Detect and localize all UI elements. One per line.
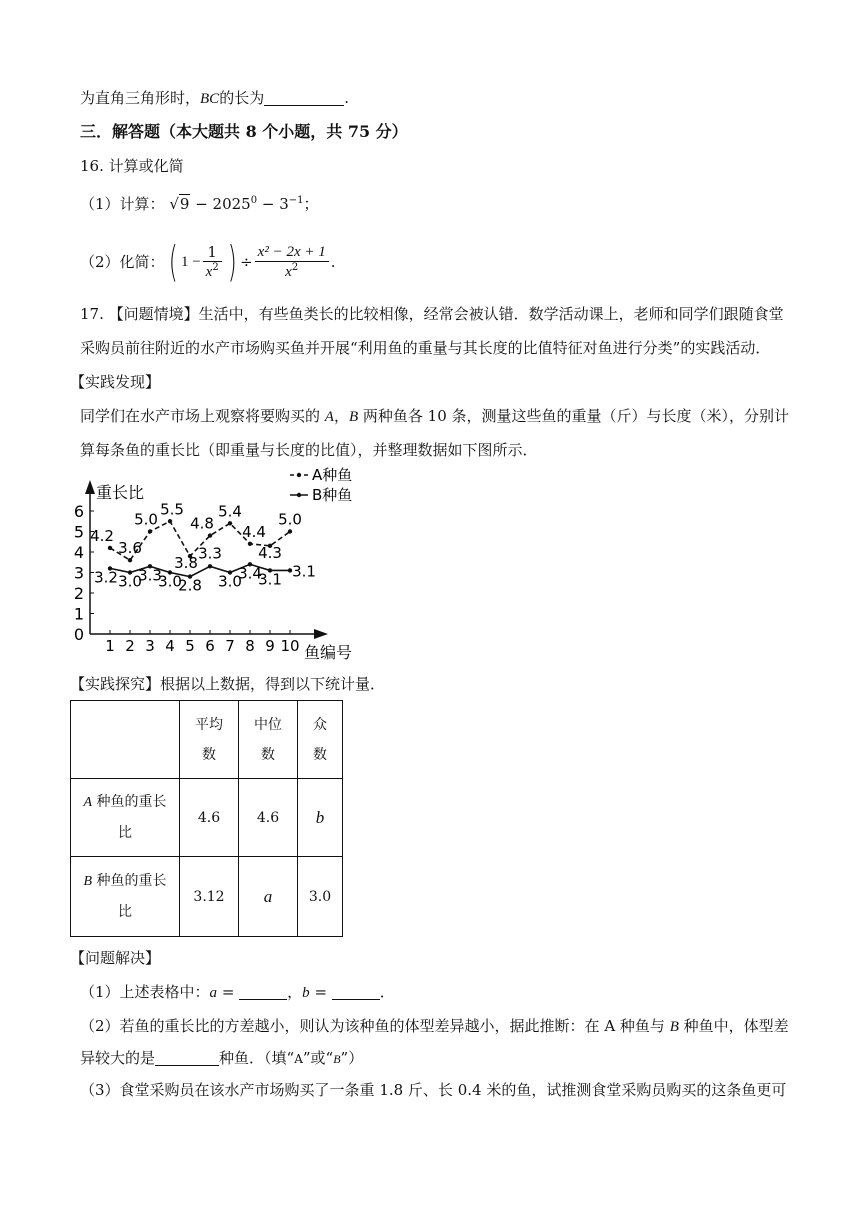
sub2-text-6: ”）	[340, 1049, 364, 1067]
y-tick-label: 3	[73, 563, 84, 583]
header-mean-l1: 平均	[195, 716, 223, 733]
row-a-label	[71, 779, 180, 857]
x-tick-label: 10	[280, 637, 300, 655]
x-axis-label: 鱼编号	[304, 643, 353, 662]
chart-legend	[290, 466, 352, 504]
q16-exp1: 0	[250, 195, 258, 206]
data-label-a: 5.5	[160, 500, 184, 519]
answer-blank-bigger-diff[interactable]	[155, 1049, 219, 1066]
data-point-b	[208, 564, 212, 568]
sub1-var-a: a	[209, 985, 218, 1001]
var-b: B	[348, 409, 359, 425]
q15-var-bc: BC	[200, 91, 220, 107]
x-tick-label: 2	[125, 637, 135, 655]
y-tick-label: 0	[73, 625, 84, 644]
q17-line3-text: 同学们在水产市场上观察将要购买的	[80, 407, 325, 425]
y-axis-label: 重长比	[96, 483, 145, 502]
header-median-l2: 数	[261, 746, 275, 763]
q16-exp2: −1	[288, 195, 304, 206]
legend-marker	[297, 493, 301, 497]
sub2-text-2: 种鱼中，体型差	[678, 1017, 789, 1035]
row-a-label-l1: 种鱼的重长	[92, 794, 167, 810]
q17-sub3: （3）食堂采购员在该水产市场购买了一条重 1.8 斤、长 0.4 米的鱼，试推测食堂采购员购买的这条鱼更可	[80, 1081, 787, 1099]
x-tick-label: 8	[245, 637, 255, 655]
frac2-num: x² − 2x + 1	[255, 243, 329, 262]
row-a-label-l2: 比	[118, 825, 132, 841]
data-label-b: 3.4	[238, 564, 262, 583]
q17-sub2-line1	[80, 1016, 789, 1037]
data-point-a	[168, 519, 172, 523]
answer-blank-b[interactable]	[332, 983, 380, 1000]
q15-tail-line	[80, 88, 349, 109]
sqrt-expression: √9	[169, 195, 190, 213]
data-point-a	[148, 529, 152, 533]
x-tick-label: 6	[205, 637, 215, 655]
x-tick-label: 5	[185, 637, 195, 655]
fish-ratio-line-chart	[68, 460, 368, 664]
q16-part1-end: ；	[303, 195, 319, 213]
sub1-eq-a: =	[217, 983, 240, 1001]
q17-line3-comma: ，	[333, 407, 349, 425]
fraction-2	[255, 243, 329, 281]
sub2-text-1: （2）若鱼的重长比的方差越小，则认为该种鱼的体型差异越小，据此推断：在 A 种鱼与	[80, 1017, 670, 1035]
y-tick-label: 1	[73, 604, 84, 624]
answer-blank-a[interactable]	[239, 983, 287, 1000]
data-label-b: 3.0	[218, 572, 242, 591]
legend-label: B种鱼	[312, 486, 353, 504]
chart-series	[90, 500, 316, 594]
table-header-row	[71, 701, 343, 779]
q16-term1: − 2025	[190, 195, 251, 213]
frac1-den: x	[205, 264, 213, 280]
q17-heading-discover: 【实践发现】	[70, 373, 161, 391]
data-label-b: 3.2	[94, 568, 118, 587]
data-label-b: 3.0	[118, 572, 142, 591]
data-label-b: 3.1	[292, 562, 316, 581]
row-b-mode: 3.0	[298, 857, 343, 937]
data-label-b: 3.1	[258, 570, 282, 589]
x-axis-arrow	[314, 629, 328, 639]
y-tick-label: 6	[73, 502, 84, 521]
q16-part1-label: （1）计算：	[80, 195, 165, 213]
x-tick-label: 9	[265, 637, 275, 655]
q16-part2-label: （2）化简：	[80, 253, 165, 271]
q17-line3-text-b: 两种鱼各 10 条，测量这些鱼的重量（斤）与长度（米），分别计	[358, 407, 790, 425]
row-b-median: a	[239, 857, 298, 937]
q17-sub1	[80, 982, 395, 1003]
data-label-a: 5.4	[218, 502, 242, 521]
frac2-den-exp: 2	[291, 262, 299, 273]
row-b-var: B	[83, 874, 93, 889]
sub1-comma: ，	[287, 983, 303, 1001]
q16-part2-end: .	[330, 253, 336, 271]
sub1-text: （1）上述表格中：	[80, 983, 210, 1001]
data-label-a: 4.3	[258, 543, 282, 562]
q15-answer-blank[interactable]	[264, 89, 344, 106]
header-cell-mean	[180, 701, 239, 779]
data-label-a: 5.0	[134, 510, 158, 529]
row-a-mean: 4.6	[180, 779, 239, 857]
frac2-den: x	[285, 264, 292, 280]
legend-marker	[297, 473, 301, 477]
data-point-a	[208, 533, 212, 537]
x-tick-label: 4	[165, 637, 175, 655]
q17-line3	[80, 406, 789, 427]
header-cell-mode	[298, 701, 343, 779]
var-a: A	[324, 409, 334, 425]
data-label-a: 3.8	[174, 554, 198, 573]
y-tick-label: 2	[73, 584, 84, 603]
row-b-label	[71, 857, 180, 937]
q15-text-after: 的长为	[219, 89, 265, 107]
table-row	[71, 779, 343, 857]
frac1-num: 1	[203, 243, 222, 262]
q17-solve-heading: 【问题解决】	[70, 949, 161, 967]
header-mode-l1: 众	[313, 716, 327, 733]
q16-part1	[80, 194, 319, 214]
data-point-a	[288, 529, 292, 533]
y-tick-label: 4	[73, 543, 84, 562]
data-label-a: 5.0	[278, 510, 302, 529]
q16-part2	[80, 236, 336, 286]
one-minus: 1 −	[180, 254, 201, 270]
header-median-l1: 中位	[254, 716, 282, 733]
q17-sub2-line2	[80, 1048, 363, 1069]
right-paren: )	[227, 237, 237, 286]
table-row	[71, 857, 343, 937]
q15-text: 为直角三角形时，	[80, 89, 201, 107]
section-3-title: 三．解答题（本大题共 8 个小题，共 75 分）	[80, 122, 408, 141]
x-tick-label: 3	[145, 637, 155, 655]
row-b-label-l2: 比	[118, 904, 132, 920]
stats-table	[70, 700, 343, 937]
sub1-eq-b: =	[309, 983, 332, 1001]
x-tick-label: 7	[225, 637, 235, 655]
data-point-a	[228, 521, 232, 525]
header-cell-empty	[71, 701, 180, 779]
explore-text: 根据以上数据，得到以下统计量．	[160, 675, 386, 693]
row-b-label-l1: 种鱼的重长	[92, 873, 167, 889]
q17-line4: 算每条鱼的重长比（即重量与长度的比值），并整理数据如下图所示．	[80, 441, 538, 459]
sub1-end: ．	[379, 983, 395, 1001]
header-mean-l2: 数	[202, 746, 216, 763]
q17-line2: 采购员前往附近的水产市场购买鱼并开展“利用鱼的重量与其长度的比值特征对鱼进行分类”的实践活动．	[80, 339, 771, 357]
data-label-b: 3.3	[138, 566, 162, 585]
y-tick-label: 5	[73, 522, 84, 542]
explore-heading: 【实践探究】	[70, 675, 161, 693]
data-point-a	[108, 546, 112, 550]
q15-end: .	[344, 89, 349, 107]
data-label-b: 3.0	[158, 572, 182, 591]
data-label-a: 3.6	[118, 539, 142, 558]
sub1-var-b: b	[302, 985, 310, 1001]
header-cell-median	[239, 701, 298, 779]
row-a-mode: b	[298, 779, 343, 857]
sqrt-arg: 9	[179, 195, 190, 213]
x-tick-label: 1	[105, 637, 115, 655]
data-label-b: 2.8	[178, 576, 202, 595]
fraction-1-over-x2	[203, 243, 222, 281]
frac1-den-exp: 2	[212, 262, 219, 273]
q17-line1: 17. 【问题情境】生活中，有些鱼类长的比较相像，经常会被认错．数学活动课上，老师和同学们跟随食堂	[80, 305, 784, 323]
data-point-a	[128, 558, 132, 562]
divide-sign: ÷	[240, 253, 253, 271]
data-label-a: 4.4	[242, 522, 266, 541]
row-b-mean: 3.12	[180, 857, 239, 937]
data-label-a: 4.8	[190, 514, 214, 533]
sub2-var-b: B	[669, 1019, 679, 1035]
sub2-option-a: A	[294, 1052, 303, 1066]
q17-explore	[70, 674, 385, 694]
sub2-option-b: B	[333, 1052, 341, 1066]
y-axis-arrow	[85, 480, 95, 494]
header-mode-l2: 数	[313, 746, 327, 763]
legend-label: A种鱼	[312, 466, 353, 484]
sub2-text-5: ”或“	[302, 1049, 334, 1067]
data-label-b: 3.3	[198, 544, 222, 563]
data-point-a	[248, 542, 252, 546]
sub2-text-3: 异较大的是	[80, 1049, 156, 1067]
row-a-var: A	[83, 795, 93, 810]
q16-title: 16. 计算或化简	[80, 157, 184, 175]
data-label-a: 4.2	[90, 526, 114, 545]
left-paren: (	[168, 237, 178, 286]
q16-term2: − 3	[257, 195, 289, 213]
sub2-text-4: 种鱼．（填“	[219, 1049, 295, 1067]
row-a-median: 4.6	[239, 779, 298, 857]
